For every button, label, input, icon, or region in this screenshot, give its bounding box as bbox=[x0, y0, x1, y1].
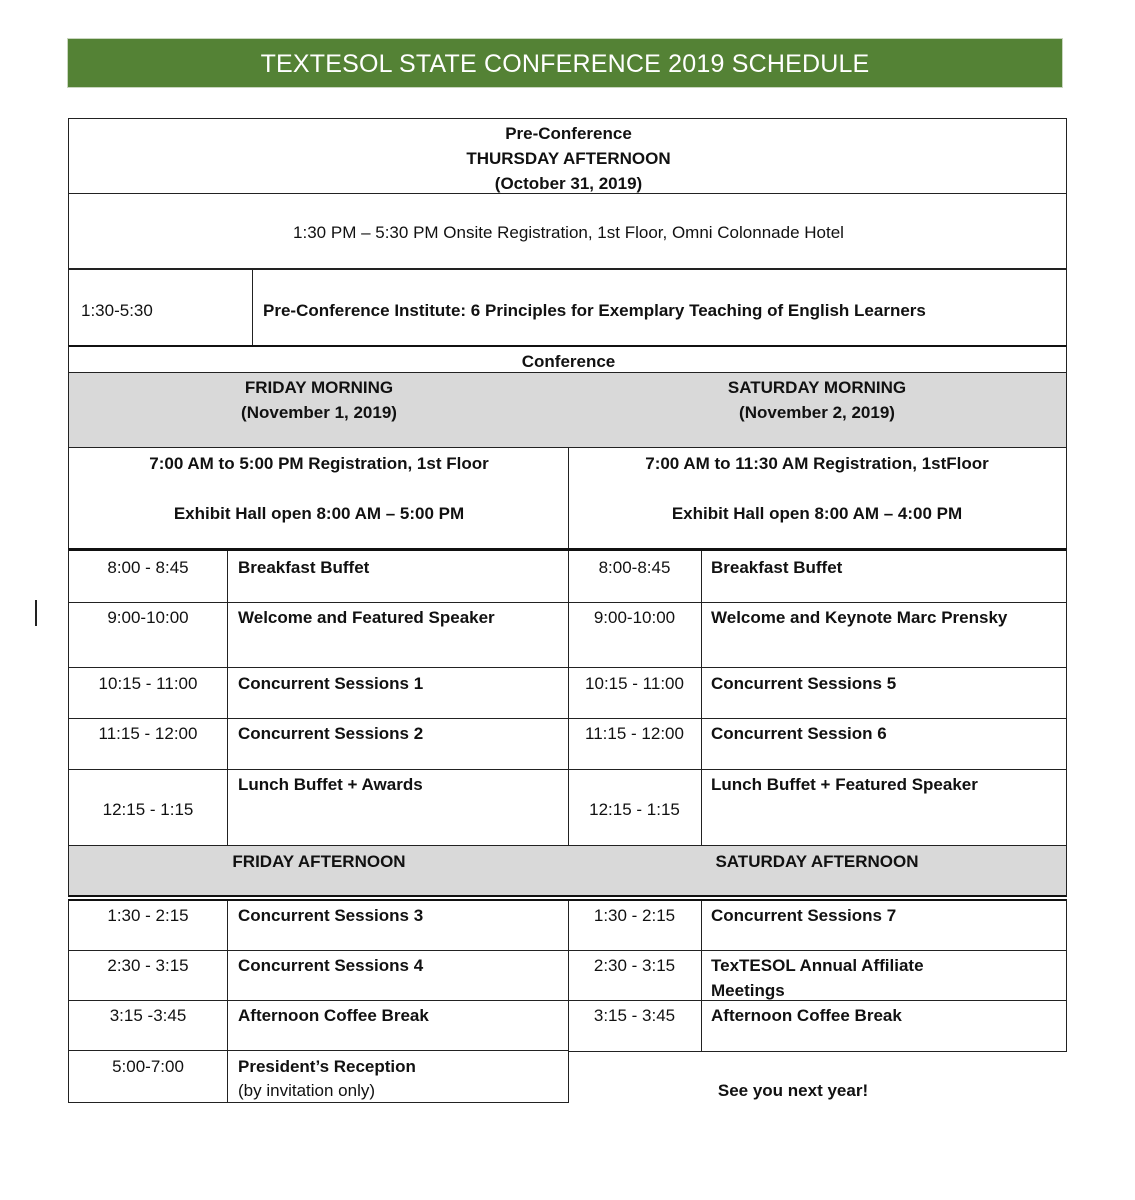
saturday-event: Concurrent Session 6 bbox=[711, 724, 887, 743]
saturday-time: 2:30 - 3:15 bbox=[593, 956, 676, 975]
friday-event: Concurrent Sessions 2 bbox=[238, 724, 424, 743]
saturday-event: TexTESOL Annual Affiliate bbox=[711, 956, 924, 975]
saturday-event: Breakfast Buffet bbox=[711, 558, 843, 577]
friday-afternoon-header bbox=[68, 845, 569, 897]
saturday-time: 10:15 - 11:00 bbox=[585, 674, 684, 693]
friday-event: Welcome and Featured Speaker bbox=[238, 608, 495, 627]
saturday-morning-heading: SATURDAY MORNING bbox=[727, 378, 907, 397]
friday-time: 10:15 - 11:00 bbox=[98, 674, 198, 693]
table-row bbox=[68, 667, 569, 719]
saturday-afternoon-header bbox=[568, 845, 1067, 897]
table-row bbox=[568, 950, 1067, 1001]
table-row bbox=[568, 899, 1067, 951]
friday-time: 9:00-10:00 bbox=[107, 608, 189, 627]
friday-morning-date: (November 1, 2019) bbox=[241, 403, 397, 422]
friday-event: Afternoon Coffee Break bbox=[238, 1006, 429, 1025]
table-row bbox=[68, 769, 569, 846]
table-row bbox=[68, 602, 569, 668]
text-cursor bbox=[35, 600, 37, 626]
onsite-registration-text: 1:30 PM – 5:30 PM Onsite Registration, 1st Floor, Omni Colonnade Hotel bbox=[293, 223, 844, 242]
table-row bbox=[68, 1050, 569, 1103]
table-row bbox=[68, 899, 569, 951]
friday-event: Concurrent Sessions 1 bbox=[238, 674, 424, 693]
table-row bbox=[568, 769, 1067, 846]
friday-registration-cell bbox=[68, 447, 569, 551]
closing-message: See you next year! bbox=[717, 1081, 869, 1100]
friday-morning-heading: FRIDAY MORNING bbox=[244, 378, 394, 397]
saturday-registration: 7:00 AM to 11:30 AM Registration, 1stFloor bbox=[645, 454, 989, 473]
friday-time: 12:15 - 1:15 bbox=[102, 800, 194, 819]
friday-time: 8:00 - 8:45 bbox=[107, 558, 189, 577]
saturday-time: 11:15 - 12:00 bbox=[585, 724, 684, 743]
friday-morning-header bbox=[68, 372, 569, 448]
institute-time: 1:30-5:30 bbox=[81, 301, 153, 320]
thursday-date: (October 31, 2019) bbox=[494, 174, 643, 193]
saturday-time: 8:00-8:45 bbox=[598, 558, 671, 577]
friday-event: Concurrent Sessions 4 bbox=[238, 956, 424, 975]
friday-event: Breakfast Buffet bbox=[238, 558, 370, 577]
saturday-event: Afternoon Coffee Break bbox=[711, 1006, 902, 1025]
friday-exhibit-hours: Exhibit Hall open 8:00 AM – 5:00 PM bbox=[173, 504, 465, 523]
institute-row bbox=[68, 268, 1067, 346]
table-row bbox=[568, 602, 1067, 668]
friday-afternoon-heading: FRIDAY AFTERNOON bbox=[232, 852, 406, 871]
table-row bbox=[568, 1000, 1067, 1052]
saturday-event: Welcome and Keynote Marc Prensky bbox=[711, 608, 1008, 627]
table-row bbox=[568, 718, 1067, 770]
saturday-event: Concurrent Sessions 5 bbox=[711, 674, 897, 693]
table-row bbox=[68, 1000, 569, 1051]
pre-conference-label: Pre-Conference bbox=[505, 124, 632, 143]
saturday-time: 1:30 - 2:15 bbox=[593, 906, 676, 925]
friday-event: President’s Reception bbox=[238, 1057, 416, 1076]
conference-label-row bbox=[68, 345, 1067, 373]
friday-event: Concurrent Sessions 3 bbox=[238, 906, 424, 925]
table-row bbox=[568, 548, 1067, 603]
saturday-exhibit-hours: Exhibit Hall open 8:00 AM – 4:00 PM bbox=[671, 504, 963, 523]
table-row bbox=[68, 718, 569, 770]
pre-conference-header bbox=[68, 118, 1067, 194]
saturday-afternoon-heading: SATURDAY AFTERNOON bbox=[715, 852, 919, 871]
saturday-time: 9:00-10:00 bbox=[593, 608, 676, 627]
institute-time-cell bbox=[69, 270, 253, 346]
friday-time: 3:15 -3:45 bbox=[109, 1006, 187, 1025]
table-row bbox=[568, 667, 1067, 719]
saturday-event: Concurrent Sessions 7 bbox=[711, 906, 897, 925]
friday-time: 2:30 - 3:15 bbox=[107, 956, 189, 975]
table-row bbox=[68, 950, 569, 1001]
saturday-time: 3:15 - 3:45 bbox=[593, 1006, 676, 1025]
friday-time: 5:00-7:00 bbox=[112, 1057, 184, 1076]
friday-time: 11:15 - 12:00 bbox=[98, 724, 198, 743]
friday-event-note: (by invitation only) bbox=[238, 1081, 376, 1100]
friday-registration: 7:00 AM to 5:00 PM Registration, 1st Floor bbox=[149, 454, 489, 473]
saturday-event: Lunch Buffet + Featured Speaker bbox=[711, 775, 978, 794]
saturday-morning-date: (November 2, 2019) bbox=[739, 403, 895, 422]
institute-title: Pre-Conference Institute: 6 Principles for Exemplary Teaching of English Learners bbox=[263, 301, 926, 320]
table-row bbox=[68, 548, 569, 603]
saturday-morning-header bbox=[568, 372, 1067, 448]
conference-label: Conference bbox=[521, 352, 616, 371]
friday-event: Lunch Buffet + Awards bbox=[238, 775, 423, 794]
saturday-event-line2: Meetings bbox=[711, 981, 785, 1000]
schedule-title-banner: TEXTESOL STATE CONFERENCE 2019 SCHEDULE bbox=[67, 38, 1063, 88]
saturday-registration-cell bbox=[568, 447, 1067, 551]
onsite-registration-row bbox=[68, 193, 1067, 269]
friday-time: 1:30 - 2:15 bbox=[107, 906, 189, 925]
thursday-heading: THURSDAY AFTERNOON bbox=[466, 149, 671, 168]
saturday-time: 12:15 - 1:15 bbox=[589, 800, 680, 819]
